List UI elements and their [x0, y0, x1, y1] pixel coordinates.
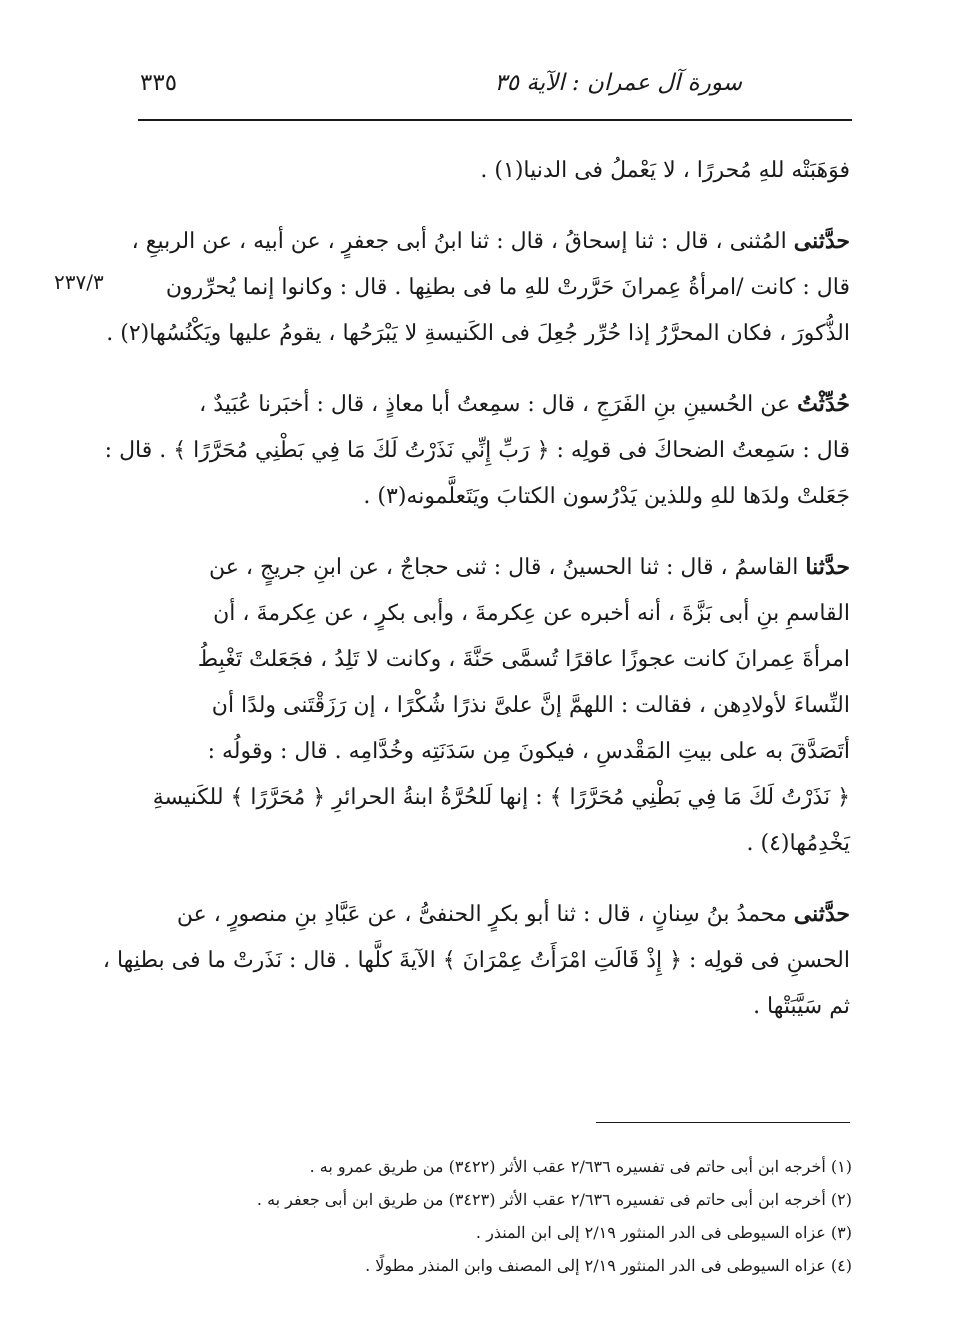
header-rule [138, 119, 852, 121]
text-line: حدَّثنى المُثنى ، قال : ثنا إسحاقُ ، قال : ثنا ابنُ أبى جعفرٍ ، عن أبيه ، عن الربيعِ ، [131, 228, 850, 254]
isnad-lead: حُدِّثْتُ [797, 391, 850, 417]
text-line: امرأةَ عِمرانَ كانت عجوزًا عاقرًا تُسمَّى حَنَّةَ ، وكانت لا تَلِدُ ، فجَعَلتْ تَغْبِطُ [197, 647, 850, 672]
text-line: قال : سَمِعتُ الضحاكَ فى قولِه : ﴿ رَبِّ إِنِّي نَذَرْتُ لَكَ مَا فِي بَطْنِي مُحَرَّرًا ﴾ . قال : [104, 438, 850, 463]
text-line: حدَّثنا القاسمُ ، قال : ثنا الحسينُ ، قال : ثنى حجاجٌ ، عن ابنِ جريجٍ ، عن [209, 554, 850, 580]
page-number: ٣٣٥ [140, 70, 178, 96]
footnote-2: (٢) أخرجه ابن أبى حاتم فى تفسيره ٢/٦٣٦ عقب الأثر (٣٤٢٣) من طريق ابن أبى جعفر به . [256, 1190, 852, 1209]
paragraph [104, 381, 850, 520]
text-line: الذُّكورَ ، فكان المحرَّرُ إذا حُرِّر جُعِلَ فى الكَنيسةِ لا يَبْرَحُها ، يقومُ عليها ويَكْنُسُها(٢) . [106, 321, 850, 346]
footnote-rule [596, 1122, 850, 1123]
paragraph [138, 148, 850, 194]
text-line: ﴿ نَذَرْتُ لَكَ مَا فِي بَطْنِي مُحَرَّرًا ﴾ : إنها لَلحُرَّةُ ابنةُ الحرائرِ ﴿ مُحَرَّرًا ﴾ للكَنيسةِ [152, 785, 850, 810]
footnote-4: (٤) عزاه السيوطى فى الدر المنثور ٢/١٩ إلى المصنف وابن المنذر مطولًا . [365, 1256, 852, 1275]
text-line: ثم سَيَّبَتْها . [753, 994, 850, 1019]
running-header [138, 70, 852, 110]
text-line: فوَهَبَتْه للهِ مُحررًا ، لا يَعْملُ فى الدنيا(١) . [480, 158, 850, 183]
isnad-lead: حدَّثنا [805, 554, 850, 580]
footnotes [240, 1150, 852, 1282]
margin-reference: ٢٣٧/٣ [54, 270, 104, 294]
text-line: جَعَلتْ ولدَها للهِ وللذين يَدْرُسون الكتابَ ويَتَعلَّمونه(٣) . [363, 484, 850, 509]
paragraph [102, 891, 850, 1030]
paragraph [106, 218, 850, 357]
text-line: حدَّثنى محمدُ بنُ سِنانٍ ، قال : ثنا أبو بكرٍ الحنفىُّ ، عن عَبَّادِ بنِ منصورٍ ، عن [176, 901, 850, 927]
text-line: القاسمِ بنِ أبى بَزَّةَ ، أنه أخبره عن عِكرمةَ ، وأبى بكرٍ ، عن عِكرمةَ ، أن [213, 601, 850, 626]
main-text [102, 148, 850, 1044]
text-line: يَخْدِمُها(٤) . [746, 831, 850, 856]
header-title: سورة آل عمران : الآية ٣٥ [494, 70, 742, 96]
footnote-1: (١) أخرجه ابن أبى حاتم فى تفسيره ٢/٦٣٦ عقب الأثر (٣٤٢٢) من طريق عمرو به . [309, 1157, 852, 1176]
footnote-3: (٣) عزاه السيوطى فى الدر المنثور ٢/١٩ إلى ابن المنذر . [475, 1223, 852, 1242]
paragraph [138, 544, 850, 867]
text-line: حُدِّثْتُ عن الحُسينِ بنِ الفَرَجِ ، قال : سمِعتُ أبا معاذٍ ، قال : أخبَرنا عُبَيدٌ ، [199, 391, 850, 417]
text-line: النِّساءَ لأولادِهن ، فقالت : اللهمَّ إنَّ علىَّ نذرًا شُكْرًا ، إن رَزَقْتَنى ولدًا أن [211, 693, 850, 718]
text-line: أتَصَدَّقَ به على بيتِ المَقْدسِ ، فيكونَ مِن سَدَنَتِه وخُدَّامِه . قال : وقولُه : [207, 739, 850, 764]
isnad-lead: حدَّثنى [793, 901, 850, 927]
text-line: قال : كانت /امرأةُ عِمرانَ حَرَّرتْ للهِ ما فى بطنِها . قال : وكانوا إنما يُحرِّرون [165, 275, 850, 300]
isnad-lead: حدَّثنى [793, 228, 850, 254]
text-line: الحسنِ فى قولِه : ﴿ إِذْ قَالَتِ امْرَأَتُ عِمْرَانَ ﴾ الآيةَ كلَّها . قال : نَذَرتْ ما فى بطنِها ، [102, 948, 850, 973]
